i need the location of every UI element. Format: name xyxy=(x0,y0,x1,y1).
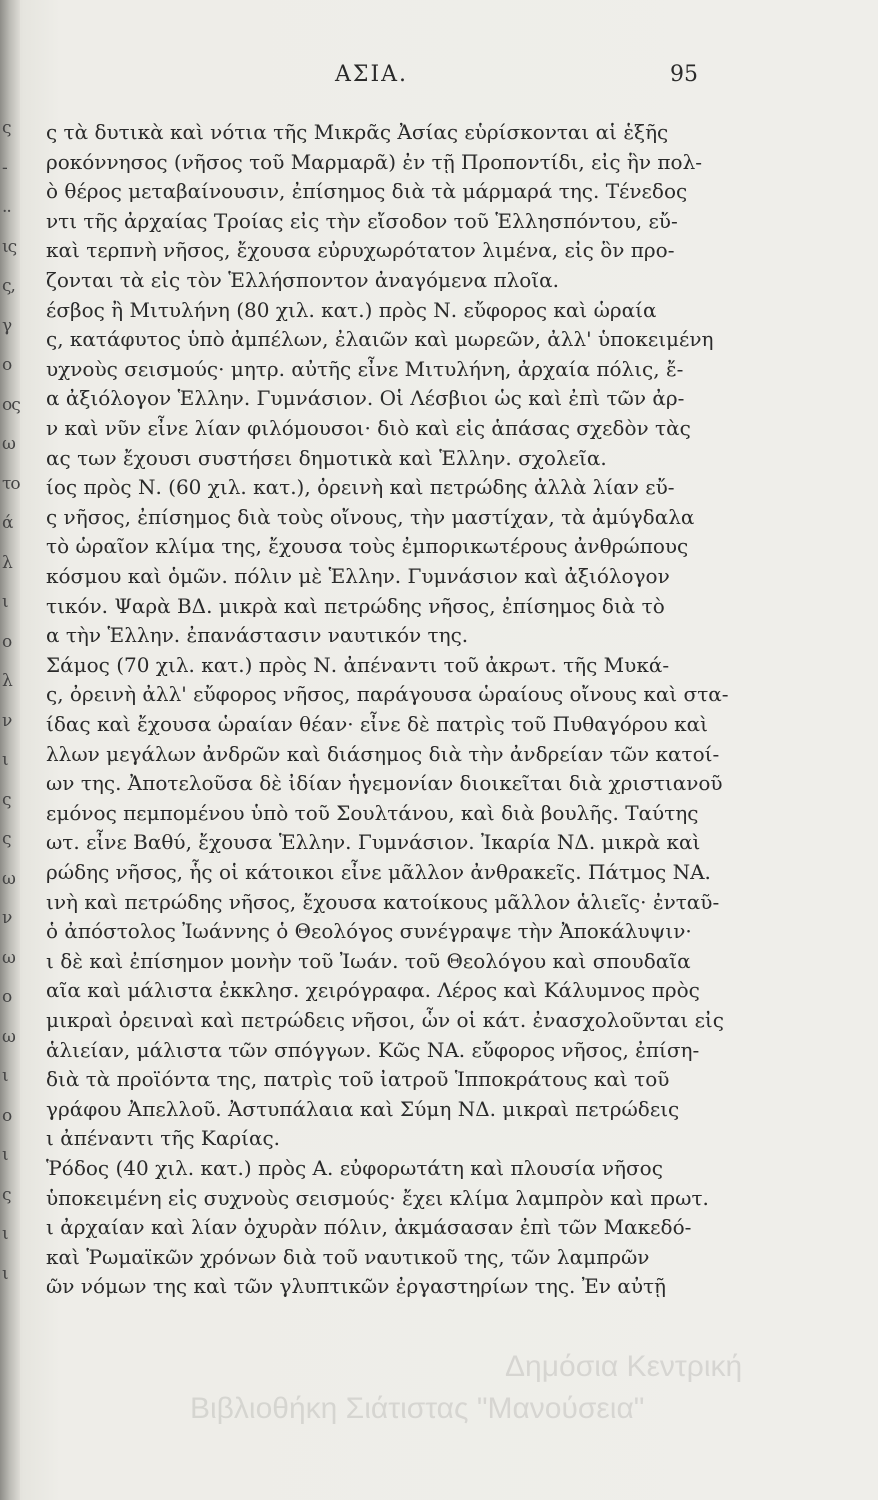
text-line: ὸ θέρος μεταβαίνουσιν, ἐπίσημος διὰ τὰ μάρμαρά της. Τένεδος xyxy=(46,179,688,203)
margin-fragment: γ xyxy=(2,316,12,336)
text-line: ἁλιείαν, μάλιστα τῶν σπόγγων. Κῶς ΝΑ. εὔφορος νῆσος, ἐπίση- xyxy=(46,1038,700,1062)
margin-fragment: ι xyxy=(2,1264,8,1284)
library-watermark xyxy=(190,1330,870,1450)
text-line: καὶ Ῥωμαϊκῶν χρόνων διὰ τοῦ ναυτικοῦ της, τῶν λαμπρῶν xyxy=(46,1245,650,1269)
text-line: ζονται τὰ εἰς τὸν Ἑλλήσποντον ἀναγόμενα πλοῖα. xyxy=(46,268,560,292)
margin-fragment: ν xyxy=(2,908,12,928)
text-line: ων της. Ἀποτελοῦσα δὲ ἰδίαν ἡγεμονίαν διοικεῖται διὰ χριστιανοῦ xyxy=(46,771,723,795)
text-line: ίδας καὶ ἔχουσα ὡραίαν θέαν· εἶνε δὲ πατρὶς τοῦ Πυθαγόρου καὶ xyxy=(46,712,708,736)
margin-fragment: λ xyxy=(2,671,12,691)
text-line: διὰ τὰ προϊόντα της, πατρὶς τοῦ ἰατροῦ Ἱπποκράτους καὶ τοῦ xyxy=(46,1067,670,1091)
text-line: ὑποκειμένη εἰς συχνοὺς σεισμούς· ἔχει κλίμα λαμπρὸν καὶ πρωτ. xyxy=(46,1186,709,1210)
margin-fragment: ο xyxy=(2,987,12,1007)
margin-fragment: ος xyxy=(2,395,20,415)
text-line: εμόνος πεμπομένου ὑπὸ τοῦ Σουλτάνου, καὶ διὰ βουλῆς. Ταύτης xyxy=(46,801,699,825)
text-line: α τὴν Ἑλλην. ἐπανάστασιν ναυτικόν της. xyxy=(46,623,469,647)
margin-fragment: ν xyxy=(2,711,12,731)
margin-fragment: .. xyxy=(2,197,11,217)
margin-fragment: ς xyxy=(2,1185,11,1205)
text-line: ι ἀπέναντι τῆς Καρίας. xyxy=(46,1126,281,1150)
text-line: γράφου Ἀπελλοῦ. Ἀστυπάλαια καὶ Σύμη ΝΔ. μικραὶ πετρώδεις xyxy=(46,1097,680,1121)
text-line: ι δὲ καὶ ἐπίσημον μονὴν τοῦ Ἰωάν. τοῦ Θεολόγου καὶ σπουδαῖα xyxy=(46,949,691,973)
text-line: τὸ ὡραῖον κλίμα της, ἔχουσα τοὺς ἐμπορικωτέρους ἀνθρώπους xyxy=(46,534,689,558)
margin-fragment: ω xyxy=(2,948,15,968)
running-head: ΑΣΙΑ. xyxy=(335,62,409,87)
text-line: αῖα καὶ μάλιστα ἐκκλησ. χειρόγραφα. Λέρος καὶ Κάλυμνος πρὸς xyxy=(46,978,700,1002)
text-line: ς, ὀρεινὴ ἀλλ' εὔφορος νῆσος, παράγουσα ὡραίους οἴνους καὶ στα- xyxy=(46,682,729,706)
text-line: έσβος ἢ Μιτυλήνη (80 χιλ. κατ.) πρὸς Ν. εὔφορος καὶ ὡραία xyxy=(46,298,657,322)
margin-fragment: ά xyxy=(2,513,13,533)
text-line: ρώδης νῆσος, ἧς οἱ κάτοικοι εἶνε μᾶλλον ἀνθρακεῖς. Πάτμος ΝΑ. xyxy=(46,860,711,884)
margin-fragment: λ xyxy=(2,553,12,573)
text-line: ντι τῆς ἀρχαίας Τροίας εἰς τὴν εἴσοδον τοῦ Ἑλλησπόντου, εὔ- xyxy=(46,209,678,233)
text-line: λλων μεγάλων ἀνδρῶν καὶ διάσημος διὰ τὴν ἀνδρείαν τῶν κατοί- xyxy=(46,742,720,766)
text-line: ίος πρὸς Ν. (60 χιλ. κατ.), ὀρεινὴ καὶ πετρώδης ἀλλὰ λίαν εὔ- xyxy=(46,475,675,499)
text-line: κόσμου καὶ ὁμῶν. πόλιν μὲ Ἑλλην. Γυμνάσιον καὶ ἀξιόλογον xyxy=(46,564,670,588)
text-line: ς, κατάφυτος ὑπὸ ἀμπέλων, ἐλαιῶν καὶ μωρεῶν, ἀλλ' ὑποκειμένη xyxy=(46,327,714,351)
text-line: μικραὶ ὀρειναὶ καὶ πετρώδεις νῆσοι, ὧν οἱ κάτ. ἐνασχολοῦνται εἰς xyxy=(46,1008,724,1032)
left-margin-fragments xyxy=(0,0,42,1500)
margin-fragment: ο xyxy=(2,1106,12,1126)
page-number: 95 xyxy=(670,62,698,87)
text-line: ινὴ καὶ πετρώδης νῆσος, ἔχουσα κατοίκους μᾶλλον ἁλιεῖς· ἐνταῦ- xyxy=(46,890,720,914)
margin-fragment: ι xyxy=(2,1145,8,1165)
text-line: ς τὰ δυτικὰ καὶ νότια τῆς Μικρᾶς Ἀσίας εὑρίσκονται αἱ ἑξῆς xyxy=(46,120,669,144)
margin-fragment: ο xyxy=(2,632,12,652)
margin-fragment: ι xyxy=(2,750,8,770)
text-line: καὶ τερπνὴ νῆσος, ἔχουσα εὐρυχωρότατον λιμένα, εἰς ὃν προ- xyxy=(46,238,675,262)
watermark-line-2: Βιβλιοθήκη Σιάτιστας "Μανούσεια" xyxy=(190,1392,645,1425)
text-line: Ῥόδος (40 χιλ. κατ.) πρὸς Α. εὐφορωτάτη καὶ πλουσία νῆσος xyxy=(46,1156,663,1180)
margin-fragment: ι xyxy=(2,1224,8,1244)
watermark-line-1: Δημόσια Κεντρική xyxy=(505,1350,743,1383)
margin-fragment: το xyxy=(2,474,20,494)
text-line: Σάμος (70 χιλ. κατ.) πρὸς Ν. ἀπέναντι τοῦ ἀκρωτ. τῆς Μυκά- xyxy=(46,653,670,677)
text-line: ν καὶ νῦν εἶνε λίαν φιλόμουσοι· διὸ καὶ εἰς ἁπάσας σχεδὸν τὰς xyxy=(46,416,691,440)
margin-fragment: - xyxy=(2,158,7,178)
margin-fragment: ω xyxy=(2,869,15,889)
margin-fragment: ω xyxy=(2,434,15,454)
text-line: ι ἀρχαίαν καὶ λίαν ὀχυρὰν πόλιν, ἀκμάσασαν ἐπὶ τῶν Μακεδό- xyxy=(46,1215,692,1239)
text-line: ροκόννησος (νῆσος τοῦ Μαρμαρᾶ) ἐν τῇ Προποντίδι, εἰς ἣν πολ- xyxy=(46,150,702,174)
text-line: α ἀξιόλογον Ἑλλην. Γυμνάσιον. Οἱ Λέσβιοι ὡς καὶ ἐπὶ τῶν ἀρ- xyxy=(46,386,685,410)
text-line: ας των ἔχουσι συστήσει δημοτικὰ καὶ Ἑλλην. σχολεῖα. xyxy=(46,446,607,470)
text-line: ς νῆσος, ἐπίσημος διὰ τοὺς οἴνους, τὴν μαστίχαν, τὰ ἀμύγδαλα xyxy=(46,505,695,529)
margin-fragment: ς xyxy=(2,790,11,810)
text-line: ὁ ἀπόστολος Ἰωάννης ὁ Θεολόγος συνέγραψε τὴν Ἀποκάλυψιν· xyxy=(46,919,692,943)
margin-fragment: ι xyxy=(2,592,8,612)
page-header xyxy=(0,62,878,92)
margin-fragment: ω xyxy=(2,1027,15,1047)
text-line: υχνοὺς σεισμούς· μητρ. αὐτῆς εἶνε Μιτυλήνη, ἀρχαία πόλις, ἔ- xyxy=(46,357,684,381)
text-line: ῶν νόμων της καὶ τῶν γλυπτικῶν ἐργαστηρίων της. Ἐν αὐτῇ xyxy=(46,1274,667,1298)
margin-fragment: ι xyxy=(2,1066,8,1086)
margin-fragment: ς xyxy=(2,118,11,138)
text-line: τικόν. Ψαρὰ ΒΔ. μικρὰ καὶ πετρώδης νῆσος, ἐπίσημος διὰ τὸ xyxy=(46,594,665,618)
margin-fragment: ς, xyxy=(2,276,15,296)
text-line: ωτ. εἶνε Βαθύ, ἔχουσα Ἑλλην. Γυμνάσιον. Ἰκαρία ΝΔ. μικρὰ καὶ xyxy=(46,830,701,854)
margin-fragment: ο xyxy=(2,355,12,375)
margin-fragment: ς xyxy=(2,829,11,849)
margin-fragment: ις xyxy=(2,237,17,257)
